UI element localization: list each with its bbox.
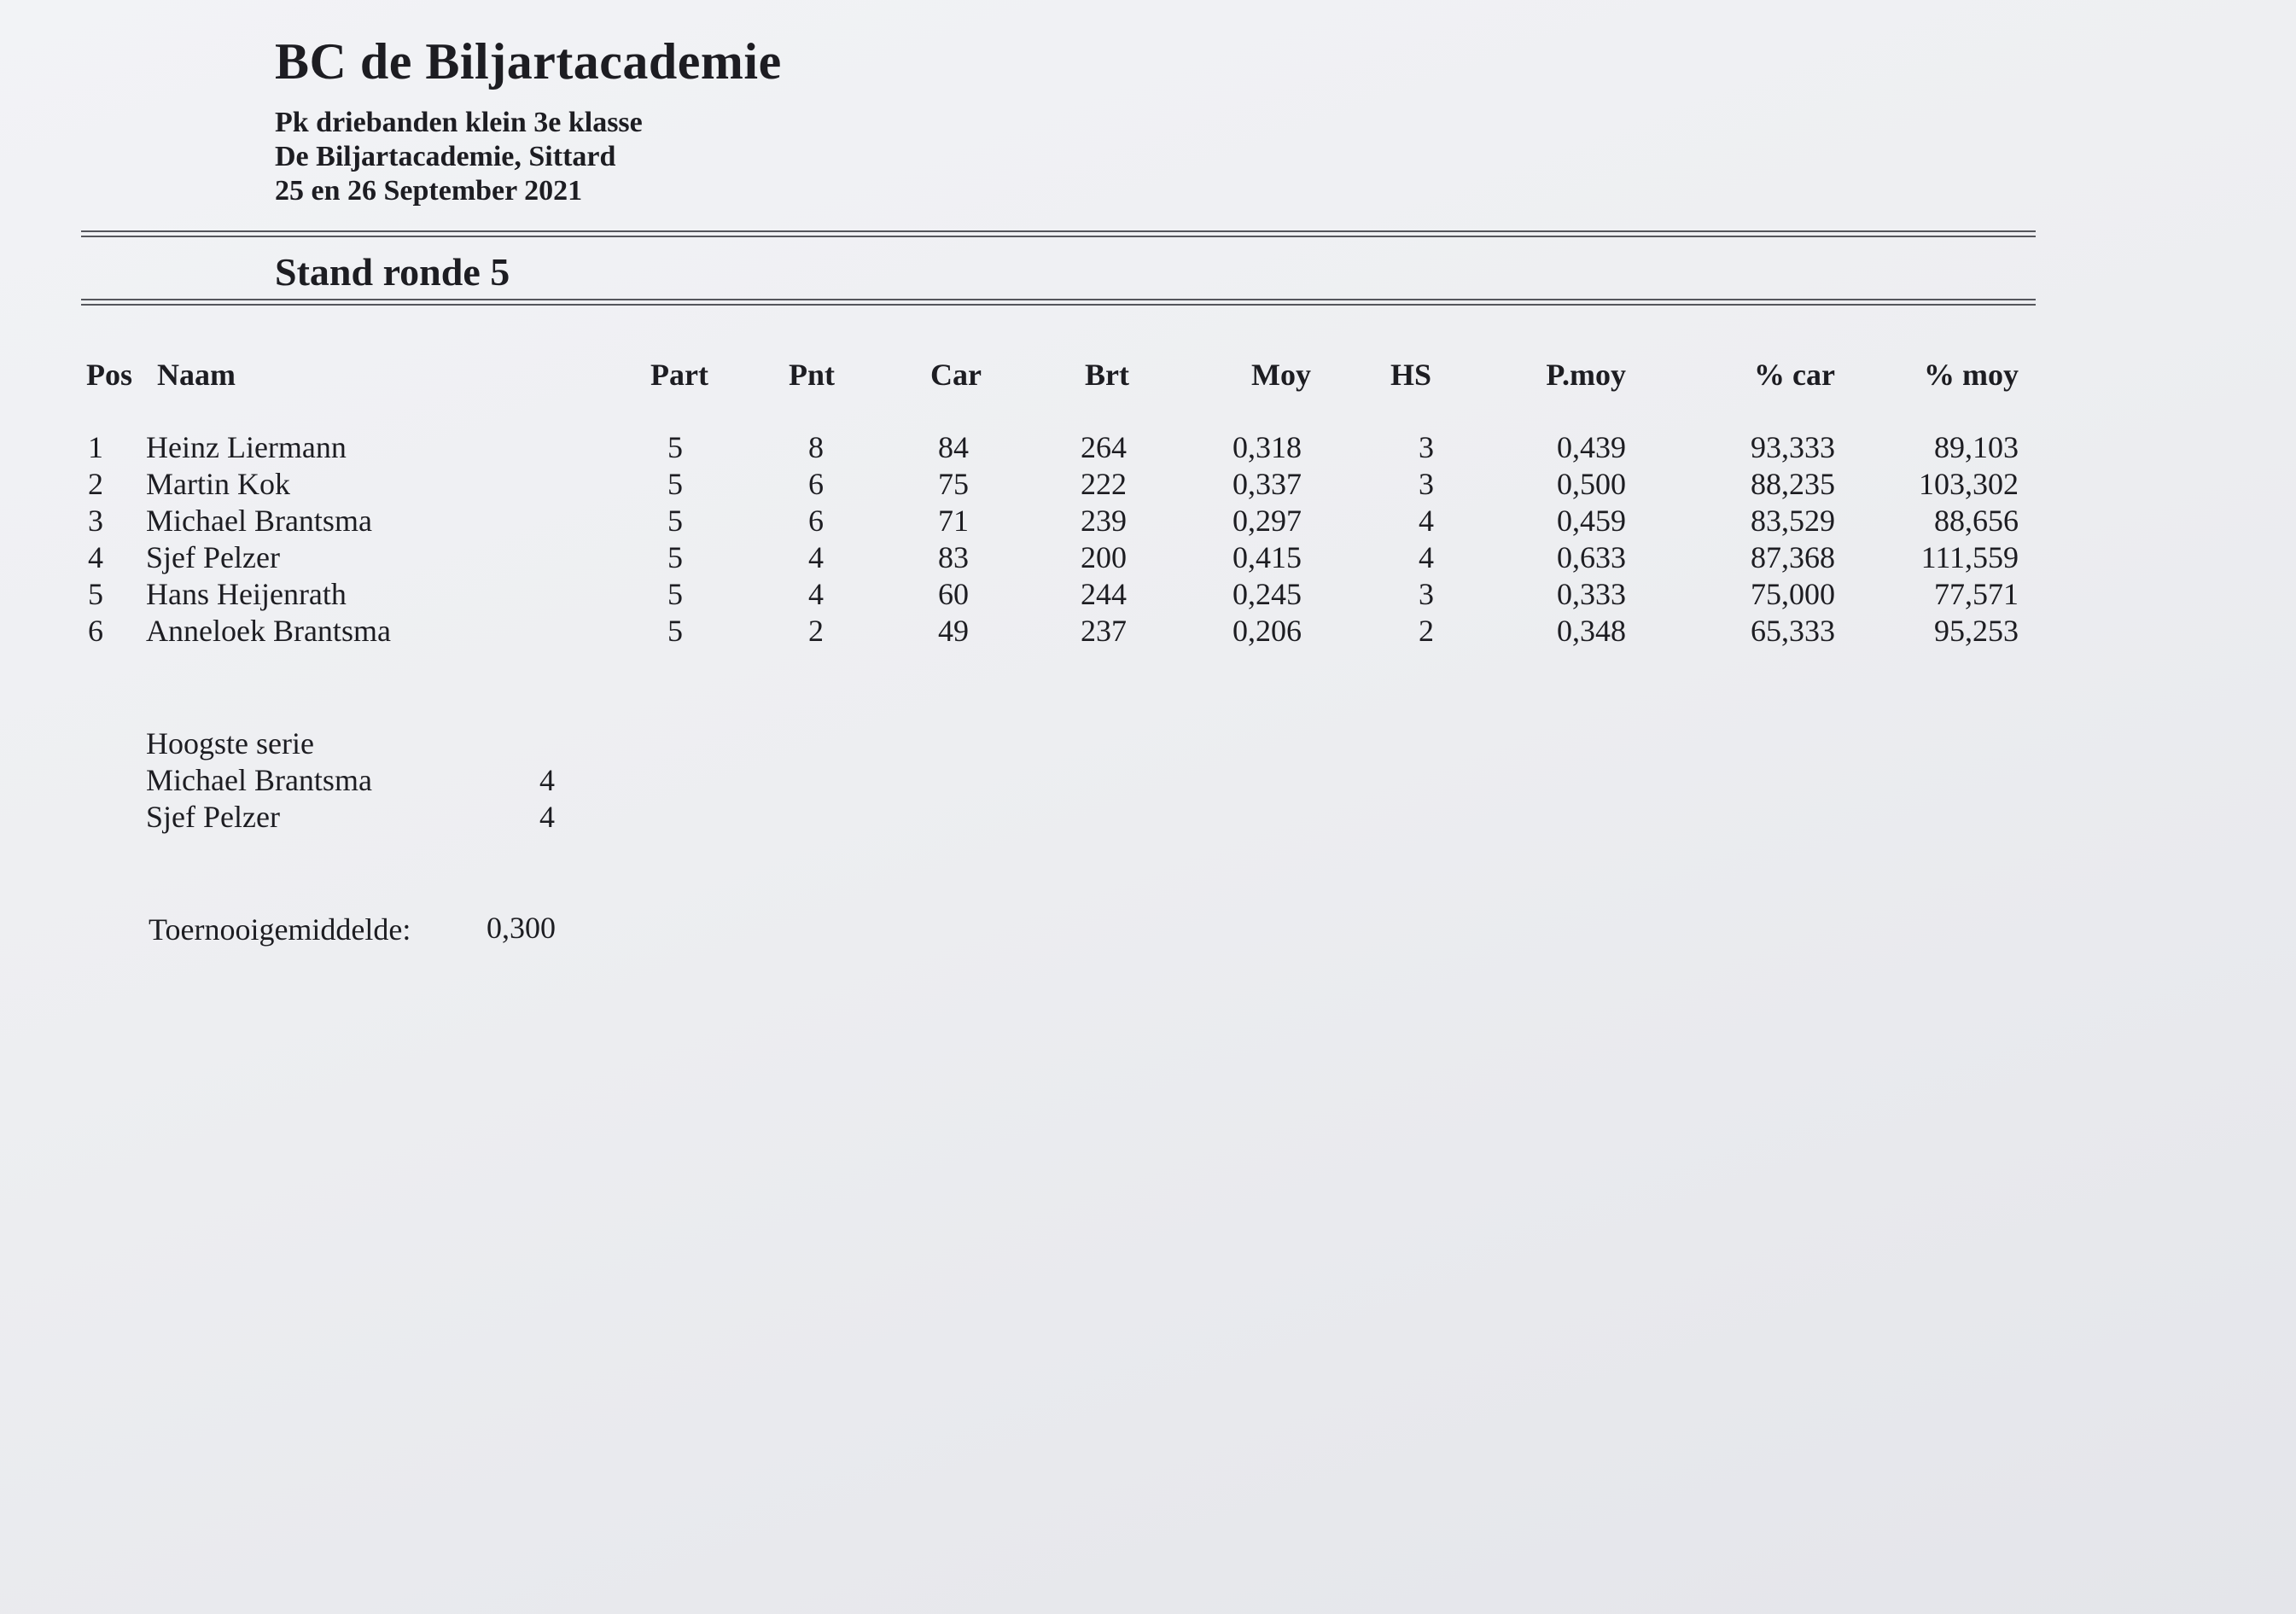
row-moy: 0,206: [1232, 614, 1302, 648]
row-naam: Hans Heijenrath: [146, 577, 347, 611]
col-header-car: Car: [930, 358, 982, 392]
row-hs: 3: [1419, 467, 1434, 501]
top-divider: [81, 230, 2036, 237]
row-car: 71: [938, 504, 969, 538]
row-moy: 0,415: [1232, 540, 1302, 574]
competition-name: Pk driebanden klein 3e klasse: [275, 107, 643, 138]
highest-series-value: 4: [539, 800, 555, 834]
row-naam: Michael Brantsma: [146, 504, 372, 538]
row-moy: 0,337: [1232, 467, 1302, 501]
row-moy: 0,318: [1232, 430, 1302, 464]
col-header-pct-car: % car: [1754, 358, 1835, 392]
row-brt: 200: [1081, 540, 1127, 574]
row-naam: Sjef Pelzer: [146, 540, 280, 574]
row-pct-moy: 89,103: [1934, 430, 2019, 464]
row-pmoy: 0,500: [1557, 467, 1626, 501]
table-row: [0, 576, 2296, 614]
col-header-pmoy: P.moy: [1546, 358, 1626, 392]
row-pmoy: 0,459: [1557, 504, 1626, 538]
row-pct-moy: 77,571: [1934, 577, 2019, 611]
standings-title: Stand ronde 5: [275, 250, 510, 294]
event-date: 25 en 26 September 2021: [275, 175, 583, 207]
row-pct-car: 88,235: [1751, 467, 1835, 501]
row-pct-moy: 111,559: [1920, 540, 2019, 574]
table-row: [0, 613, 2296, 650]
tournament-average-label: Toernooigemiddelde:: [149, 912, 411, 947]
row-pmoy: 0,333: [1557, 577, 1626, 611]
col-header-pnt: Pnt: [789, 358, 835, 392]
row-pos: 2: [88, 467, 103, 501]
row-brt: 222: [1081, 467, 1127, 501]
row-pct-car: 75,000: [1751, 577, 1835, 611]
row-brt: 244: [1081, 577, 1127, 611]
row-pct-moy: 88,656: [1934, 504, 2019, 538]
row-hs: 2: [1419, 614, 1434, 648]
highest-series-name: Michael Brantsma: [146, 763, 372, 797]
row-pmoy: 0,439: [1557, 430, 1626, 464]
row-car: 60: [938, 577, 969, 611]
table-row: [0, 429, 2296, 467]
bottom-divider: [81, 299, 2036, 306]
row-pos: 3: [88, 504, 103, 538]
row-pct-moy: 95,253: [1934, 614, 2019, 648]
row-part: 5: [667, 577, 683, 611]
venue: De Biljartacademie, Sittard: [275, 141, 616, 172]
row-pnt: 2: [808, 614, 824, 648]
row-pnt: 6: [808, 467, 824, 501]
row-pos: 5: [88, 577, 103, 611]
table-row: [0, 466, 2296, 504]
row-part: 5: [667, 614, 683, 648]
row-pnt: 4: [808, 577, 824, 611]
row-car: 75: [938, 467, 969, 501]
highest-series-name: Sjef Pelzer: [146, 800, 280, 834]
row-part: 5: [667, 540, 683, 574]
row-pos: 4: [88, 540, 103, 574]
row-hs: 4: [1419, 540, 1434, 574]
row-naam: Heinz Liermann: [146, 430, 347, 464]
row-part: 5: [667, 504, 683, 538]
col-header-part: Part: [650, 358, 708, 392]
row-moy: 0,245: [1232, 577, 1302, 611]
row-car: 84: [938, 430, 969, 464]
row-hs: 3: [1419, 430, 1434, 464]
row-pnt: 6: [808, 504, 824, 538]
row-brt: 264: [1081, 430, 1127, 464]
row-brt: 237: [1081, 614, 1127, 648]
row-part: 5: [667, 430, 683, 464]
row-pmoy: 0,348: [1557, 614, 1626, 648]
row-pct-car: 83,529: [1751, 504, 1835, 538]
col-header-moy: Moy: [1251, 358, 1311, 392]
row-pos: 6: [88, 614, 103, 648]
row-car: 83: [938, 540, 969, 574]
club-title: BC de Biljartacademie: [275, 33, 782, 90]
row-hs: 3: [1419, 577, 1434, 611]
col-header-brt: Brt: [1085, 358, 1129, 392]
col-header-pct-moy: % moy: [1924, 358, 2019, 392]
row-pmoy: 0,633: [1557, 540, 1626, 574]
highest-series-value: 4: [539, 763, 555, 797]
row-pnt: 4: [808, 540, 824, 574]
row-pct-moy: 103,302: [1919, 467, 2019, 501]
row-moy: 0,297: [1232, 504, 1302, 538]
table-row: [0, 539, 2296, 577]
row-pct-car: 87,368: [1751, 540, 1835, 574]
col-header-naam: Naam: [157, 358, 236, 392]
row-hs: 4: [1419, 504, 1434, 538]
row-car: 49: [938, 614, 969, 648]
row-naam: Anneloek Brantsma: [146, 614, 391, 648]
row-pos: 1: [88, 430, 103, 464]
row-part: 5: [667, 467, 683, 501]
table-row: [0, 503, 2296, 540]
row-pct-car: 65,333: [1751, 614, 1835, 648]
row-pct-car: 93,333: [1751, 430, 1835, 464]
tournament-average-value: 0,300: [487, 911, 556, 945]
col-header-hs: HS: [1390, 358, 1431, 392]
row-brt: 239: [1081, 504, 1127, 538]
col-header-pos: Pos: [86, 358, 132, 392]
row-pnt: 8: [808, 430, 824, 464]
row-naam: Martin Kok: [146, 467, 290, 501]
highest-series-label: Hoogste serie: [146, 726, 314, 760]
